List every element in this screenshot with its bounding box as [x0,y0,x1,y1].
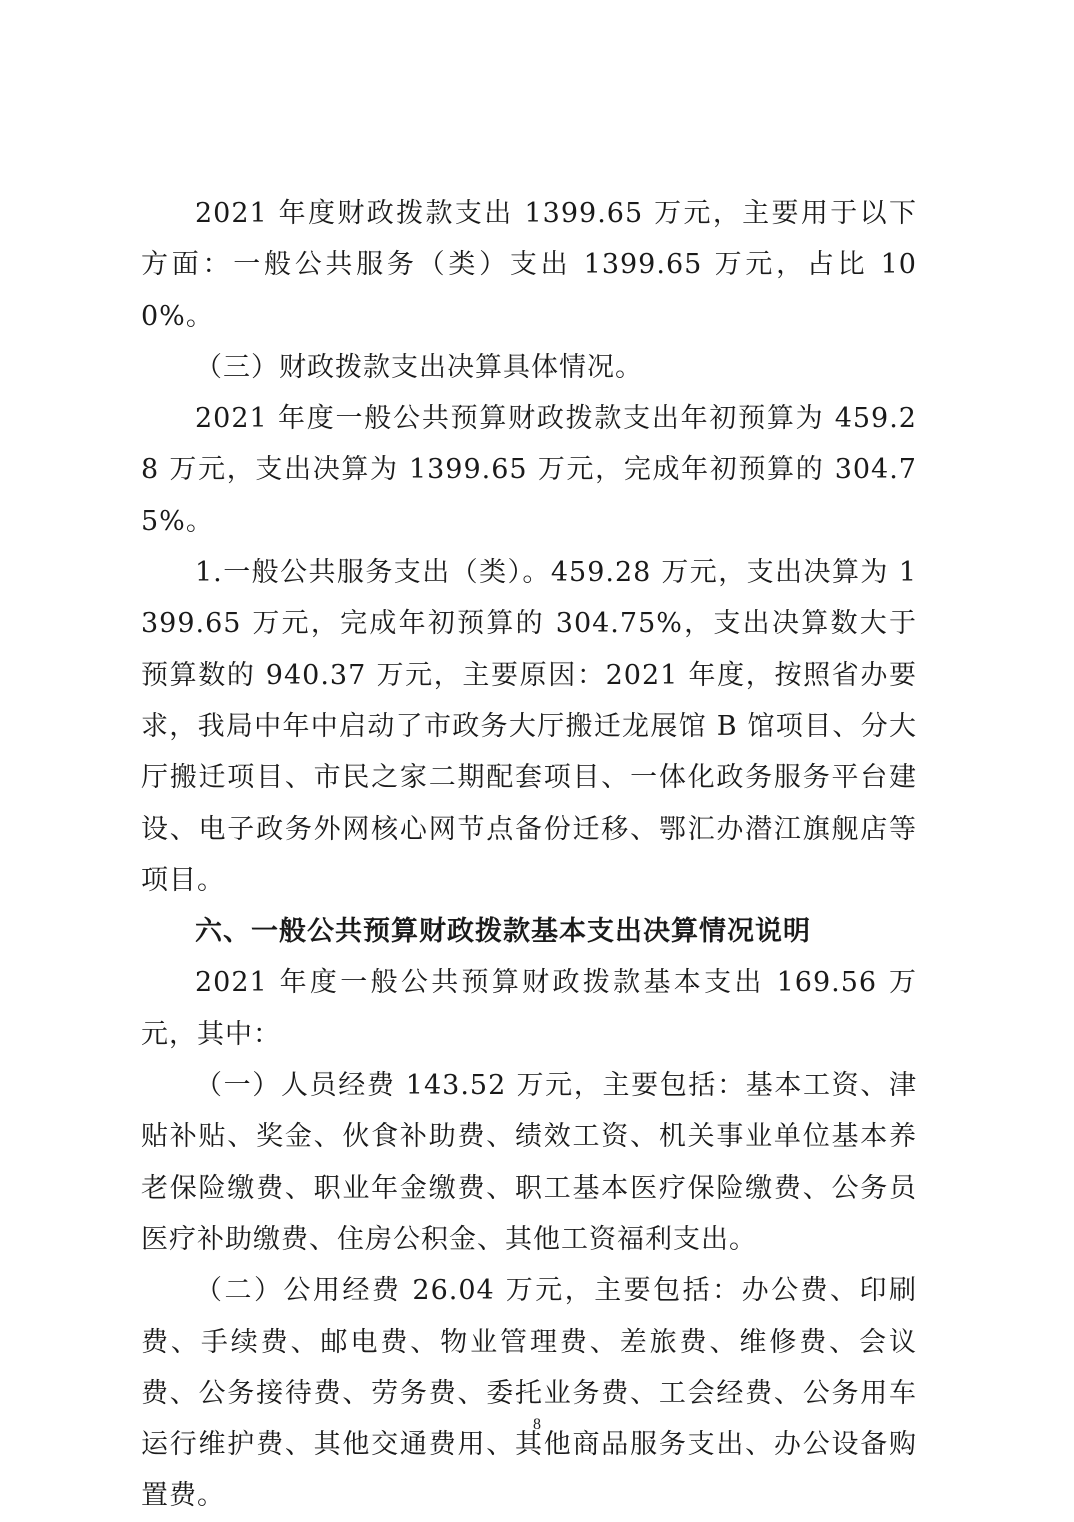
paragraph-basic-expenditure: 2021 年度一般公共预算财政拨款基本支出 169.56 万元，其中： [141,967,917,1050]
paragraph-expenditure-summary: 2021 年度财政拨款支出 1399.65 万元，主要用于以下方面：一般公共服务（类）支出 1399.65 万元，占比 100%。 [141,198,917,332]
paragraph-general-public-services: 1.一般公共服务支出（类）。459.28 万元，支出决算为 1399.65 万元，完成年初预算的 304.75%，支出决算数大于预算数的 940.37 万元，主要原因：2021 年度，按照省办要求，我局中年中启动了市政务大厅搬迁龙展馆 B 馆项目、分大厅搬迁项目、市民之家二期配套项目、一体化政务服务平台建设、电子政务外网核心网节点备份迁移、鄂汇办潜江旗舰店等项目。 [141,557,917,896]
section-heading-six: 六、一般公共预算财政拨款基本支出决算情况说明 [195,916,811,948]
paragraph-subsection-three: （三）财政拨款支出决算具体情况。 [195,351,643,383]
paragraph-budget-completion: 2021 年度一般公共预算财政拨款支出年初预算为 459.28 万元，支出决算为 1399.65 万元，完成年初预算的 304.75%。 [141,403,917,537]
paragraph-personnel-expenses: （一）人员经费 143.52 万元，主要包括：基本工资、津贴补贴、奖金、伙食补助费、绩效工资、机关事业单位基本养老保险缴费、职业年金缴费、职工基本医疗保险缴费、公务员医疗补助缴费、住房公积金、其他工资福利支出。 [141,1070,917,1255]
page-number: 8 [533,1416,541,1433]
paragraph-public-expenses: （二）公用经费 26.04 万元，主要包括：办公费、印刷费、手续费、邮电费、物业管理费、差旅费、维修费、会议费、公务接待费、劳务费、委托业务费、工会经费、公务用车运行维护费、其他交通费用、其他商品服务支出、办公设备购置费。 [141,1275,917,1512]
body-text [141,188,917,1522]
